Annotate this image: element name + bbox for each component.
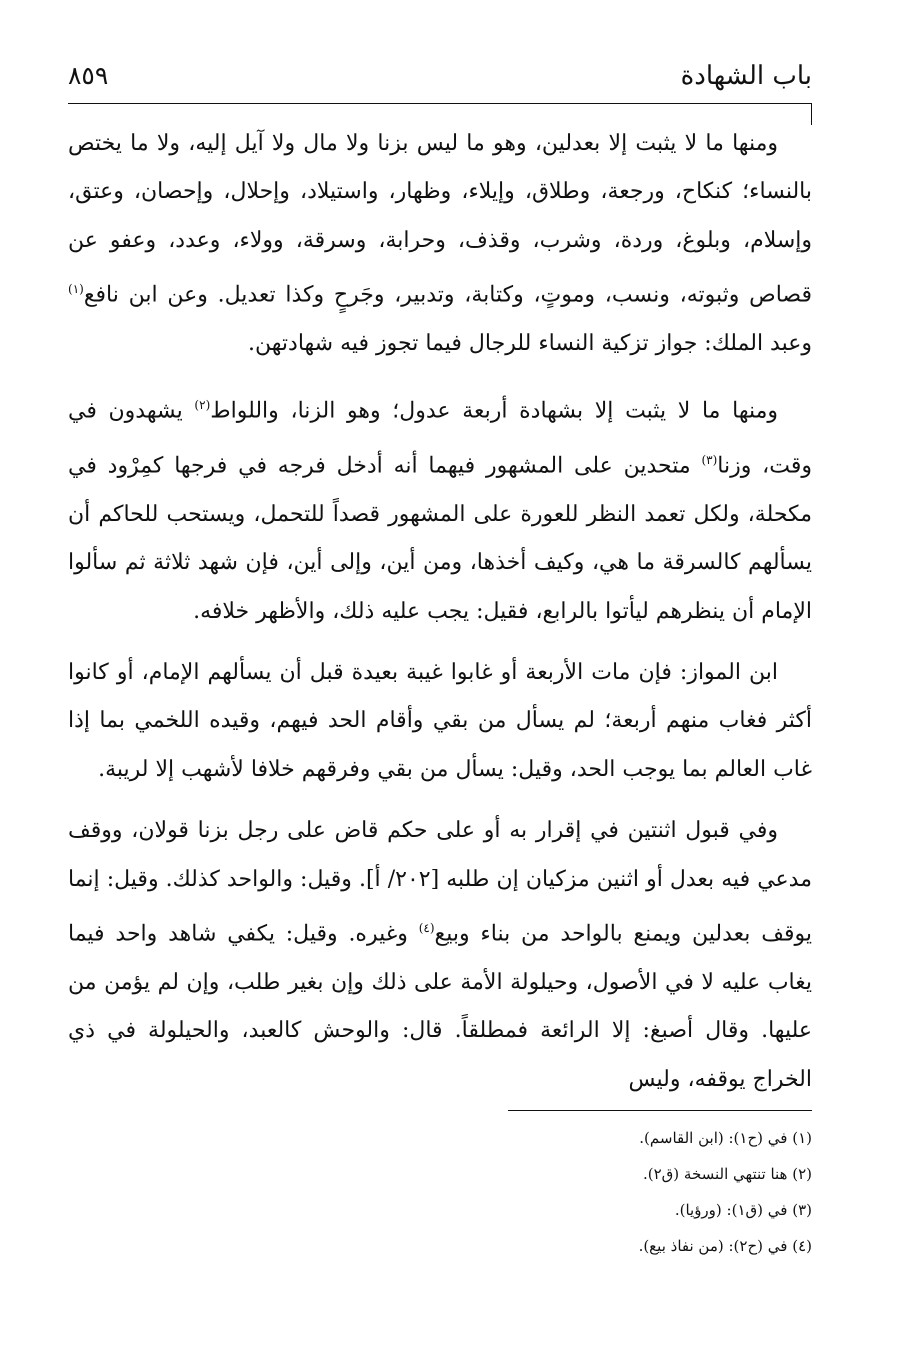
header-rule <box>68 103 812 104</box>
paragraph <box>68 807 812 1104</box>
paragraph-text: ومنها ما لا يثبت إلا بشهادة أربعة عدول؛ وهو الزنا، واللواط <box>210 398 779 424</box>
footnote-item: (٣) في (ق١): (ورؤيا). <box>674 1201 812 1219</box>
footnote-marker[interactable]: (٢) <box>194 398 211 413</box>
paragraph <box>68 649 812 794</box>
paragraph-text: ابن المواز: فإن مات الأربعة أو غابوا غيبة بعيدة قبل أن يسألهم الإمام، أو كانوا أكثر فغاب منهم أربعة؛ لم يسأل من بقي وأقام الحد فيهم، وقيده اللخمي بما إذا غاب العالم بما يوجب الحد، وقيل: يسأل من بقي وفرقهم خلافا لأشهب إلا لريبة. <box>68 660 812 782</box>
footnote-separator <box>508 1110 812 1111</box>
footnote-marker[interactable]: (١) <box>68 282 84 297</box>
paragraph <box>68 381 812 636</box>
paragraph <box>68 120 812 368</box>
paragraph-text: وغيره. وقيل: يكفي شاهد واحد فيما يغاب عليه لا في الأصول، وحيلولة الأمة على ذلك وإن بغير طلب، وإن لم يؤمن من عليها. وقال أصبغ: إلا الرائعة فمطلقاً. قال: والوحش كالعبد، والحيلولة في ذي الخراج يوقفه، وليس <box>68 921 812 1092</box>
footnote-item: (١) في (ح١): (ابن القاسم). <box>639 1129 812 1147</box>
paragraph-text: ومنها ما لا يثبت إلا بعدلين، وهو ما ليس بزنا ولا مال ولا آيل إليه، ولا ما يختص بالنساء؛ كنكاح، ورجعة، وطلاق، وإيلاء، وظهار، واستيلاد، وإحلال، وإحصان، وعتق، وإسلام، وبلوغ، وردة، وشرب، وقذف، وحرابة، وسرقة، وولاء، وعدد، وعفو عن قصاص وثبوته، ونسب، وموتٍ، وكتابة، وتدبير، وجَرحٍ وكذا تعديل. وعن ابن نافع <box>68 131 812 308</box>
main-text <box>68 120 812 1117</box>
footnote-marker[interactable]: (٤) <box>418 921 435 936</box>
footnote-item: (٢) هنا تنتهي النسخة (ق٢). <box>642 1165 812 1183</box>
paragraph-text: وفي قبول اثنتين في إقرار به أو على حكم قاض على رجل بزنا قولان، ووقف مدعي فيه بعدل أو اثنين مزكيان إن طلبه [٢٠٢/ أ]. وقيل: والواحد كذلك. وقيل: إنما يوقف بعدلين ويمنع بالواحد من بناء وبيع <box>68 818 812 947</box>
footnote-marker[interactable]: (٣) <box>701 453 718 468</box>
chapter-title: باب الشهادة <box>680 61 812 91</box>
paragraph-text: وعبد الملك: جواز تزكية النساء للرجال فيما تجوز فيه شهادتهن. <box>248 330 812 356</box>
page-number: ٨٥٩ <box>68 61 109 90</box>
footnote-item: (٤) في (ح٢): (من نفاذ بيع). <box>638 1237 812 1255</box>
paragraph-text: متحدين على المشهور فيهما أنه أدخل فرجه في فرجها كمِرْود في مكحلة، ولكل تعمد النظر للعورة على المشهور قصداً للتحمل، ويستحب للحاكم أن يسألهم كالسرقة ما هي، وكيف أخذها، ومن أين، وإلى أين، فإن شهد ثلاثة ثم سألوا الإمام أن ينظرهم ليأتوا بالرابع، فقيل: يجب عليه ذلك، والأظهر خلافه. <box>68 453 812 624</box>
paragraph-text: يشهدون في وقت، وزنا <box>68 398 813 479</box>
footnotes <box>68 1120 812 1264</box>
running-header <box>68 58 812 104</box>
